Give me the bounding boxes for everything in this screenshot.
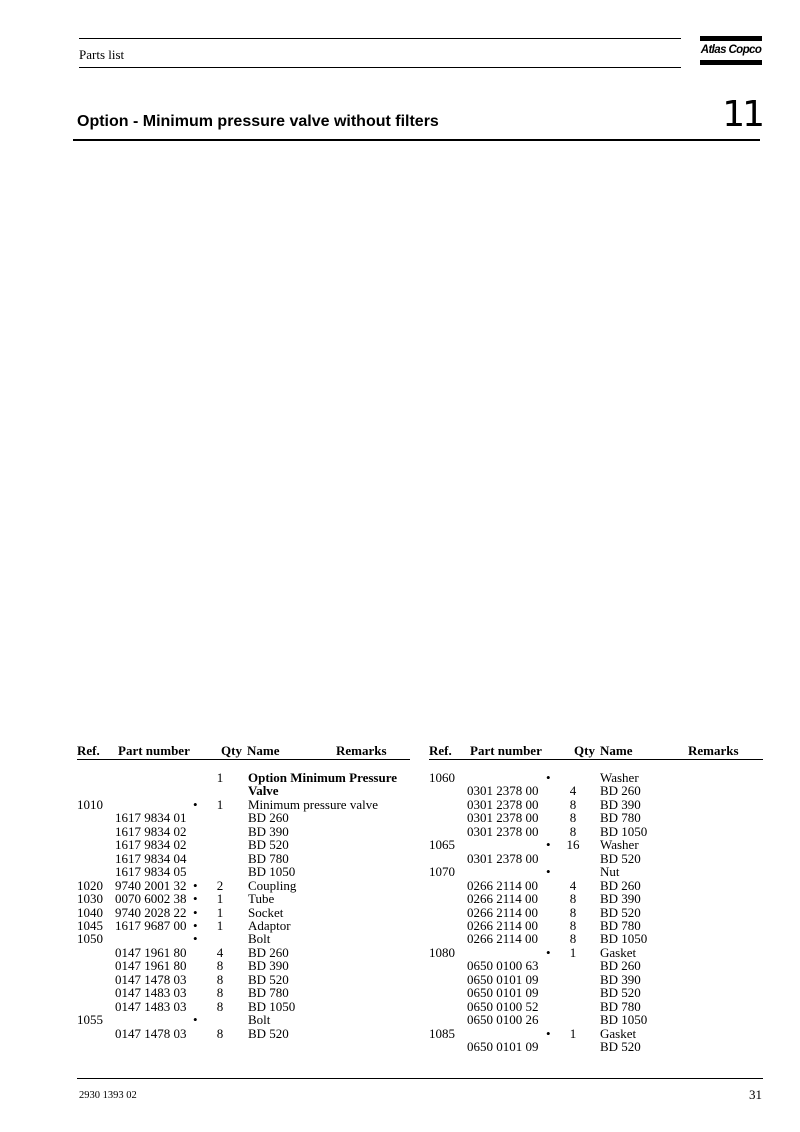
name-cell: BD 260 [600, 877, 641, 893]
table-row [0, 1000, 800, 1014]
ref-cell: 1060 [429, 770, 455, 785]
part-number-cell: 0650 0100 63 [467, 958, 539, 974]
qty-cell: 8 [569, 917, 577, 933]
ref-cell: 1030 [77, 891, 103, 907]
name-cell: Bolt [248, 931, 271, 947]
name-cell: BD 1050 [600, 823, 648, 839]
name-cell: BD 390 [600, 796, 641, 812]
qty-cell: 8 [569, 810, 577, 826]
part-number-cell: 0650 0101 09 [467, 1039, 539, 1054]
ref-cell: 1045 [77, 917, 103, 933]
col-part-left: Part number [118, 743, 190, 758]
part-number-cell: 1617 9834 02 [115, 837, 187, 853]
level-dot: • [193, 891, 198, 907]
name-cell: BD 390 [600, 971, 641, 987]
qty-cell: 4 [569, 877, 577, 893]
name-cell: BD 520 [600, 985, 641, 1001]
ref-cell: 1080 [429, 944, 455, 960]
qty-cell: 8 [216, 971, 224, 987]
logo-wordmark: Atlas Copco [700, 44, 762, 56]
level-dot: • [546, 864, 551, 880]
table-row [0, 959, 800, 973]
level-dot: • [193, 917, 198, 933]
qty-cell: 8 [216, 958, 224, 974]
table-row [0, 986, 800, 1000]
part-number-cell: 0147 1478 03 [115, 971, 187, 987]
qty-cell: 1 [569, 944, 577, 960]
table-row [0, 852, 800, 866]
col-ref-right: Ref. [429, 743, 452, 758]
qty-cell: 8 [569, 796, 577, 812]
col-name-right: Name [600, 743, 633, 758]
part-number-cell: 1617 9834 01 [115, 810, 187, 826]
qty-cell: 16 [566, 837, 580, 853]
ref-cell: 1085 [429, 1025, 455, 1041]
qty-cell: 4 [569, 783, 577, 799]
part-number-cell: 0147 1483 03 [115, 998, 187, 1014]
level-dot: • [546, 770, 551, 785]
chapter-number: 11 [722, 94, 762, 135]
part-number-cell: 1617 9834 02 [115, 823, 187, 839]
document-number: 2930 1393 02 [79, 1090, 137, 1101]
part-number-cell: 0070 6002 38 [115, 891, 187, 907]
name-cell: Minimum pressure valve [248, 796, 378, 812]
header-bottom-rule [79, 67, 681, 68]
name-cell: BD 1050 [248, 998, 296, 1014]
table-row [0, 811, 800, 825]
name-cell: BD 520 [248, 837, 289, 853]
qty-cell: 8 [569, 823, 577, 839]
col-name-left: Name [247, 743, 280, 758]
part-number-cell: 0301 2378 00 [467, 810, 539, 826]
name-cell: BD 260 [600, 783, 641, 799]
part-number-cell: 0147 1961 80 [115, 944, 187, 960]
part-number-cell: 0147 1961 80 [115, 958, 187, 974]
part-number-cell: 0266 2114 00 [467, 917, 539, 933]
level-dot: • [193, 796, 198, 812]
part-number-cell: 0147 1478 03 [115, 1025, 187, 1041]
qty-cell: 1 [569, 1025, 577, 1041]
part-number-cell: 0650 0101 09 [467, 985, 539, 1001]
ref-cell: 1070 [429, 864, 455, 880]
part-number-cell: 0301 2378 00 [467, 850, 539, 866]
name-cell: BD 520 [600, 904, 641, 920]
ref-cell: 1065 [429, 837, 455, 853]
part-number-cell: 0650 0101 09 [467, 971, 539, 987]
ref-cell: 1010 [77, 796, 103, 812]
section-label: Parts list [79, 47, 125, 62]
name-cell: Nut [600, 864, 620, 880]
qty-cell: 2 [216, 877, 224, 893]
qty-cell: 8 [569, 931, 577, 947]
part-number-cell: 1617 9687 00 [115, 917, 187, 933]
qty-cell: 1 [216, 796, 224, 812]
name-cell: Valve [248, 783, 279, 799]
col-qty-right: Qty [574, 743, 595, 758]
name-cell: BD 390 [248, 958, 289, 974]
name-cell: Option Minimum Pressure [248, 770, 398, 785]
level-dot: • [193, 931, 198, 947]
col-remarks-left: Remarks [336, 743, 387, 758]
qty-cell: 8 [216, 998, 224, 1014]
level-dot: • [546, 944, 551, 960]
part-number-cell: 1617 9834 05 [115, 864, 187, 880]
name-cell: Adaptor [248, 917, 291, 933]
qty-cell: 8 [216, 985, 224, 1001]
name-cell: BD 1050 [600, 931, 648, 947]
table-row [0, 1040, 800, 1054]
name-cell: Socket [248, 904, 284, 920]
part-number-cell: 9740 2028 22 [115, 904, 187, 920]
part-number-cell: 0301 2378 00 [467, 823, 539, 839]
table-header-rule-right [429, 759, 763, 760]
table-header-rule-left [77, 759, 410, 760]
name-cell: BD 260 [248, 810, 289, 826]
page-title: Option - Minimum pressure valve without filters [77, 113, 439, 130]
table-row [0, 906, 800, 920]
ref-cell: 1055 [77, 1012, 103, 1028]
qty-cell: 1 [216, 891, 224, 907]
col-ref-left: Ref. [77, 743, 100, 758]
name-cell: BD 780 [600, 917, 641, 933]
ref-cell: 1020 [77, 877, 103, 893]
part-number-cell: 0301 2378 00 [467, 796, 539, 812]
name-cell: BD 390 [600, 891, 641, 907]
name-cell: BD 780 [248, 985, 289, 1001]
name-cell: BD 780 [600, 810, 641, 826]
qty-cell: 1 [216, 770, 224, 785]
table-row [0, 825, 800, 839]
page-number: 31 [749, 1087, 762, 1102]
table-row [0, 973, 800, 987]
name-cell: Tube [248, 891, 275, 907]
name-cell: BD 1050 [600, 1012, 648, 1028]
name-cell: BD 260 [600, 958, 641, 974]
level-dot: • [193, 1012, 198, 1028]
part-number-cell: 0650 0100 26 [467, 1012, 539, 1028]
part-number-cell: 0266 2114 00 [467, 904, 539, 920]
part-number-cell: 0266 2114 00 [467, 877, 539, 893]
table-row [0, 892, 800, 906]
name-cell: BD 780 [600, 998, 641, 1014]
qty-cell: 8 [216, 1025, 224, 1041]
part-number-cell: 0266 2114 00 [467, 891, 539, 907]
name-cell: BD 390 [248, 823, 289, 839]
table-row [0, 865, 800, 879]
table-row [0, 919, 800, 933]
name-cell: Bolt [248, 1012, 271, 1028]
qty-cell: 8 [569, 904, 577, 920]
qty-cell: 1 [216, 904, 224, 920]
col-remarks-right: Remarks [688, 743, 739, 758]
name-cell: Gasket [600, 1025, 637, 1041]
part-number-cell: 1617 9834 04 [115, 850, 187, 866]
col-qty-left: Qty [221, 743, 242, 758]
brand-logo [700, 36, 762, 66]
header-top-rule [79, 38, 681, 39]
name-cell: BD 520 [248, 971, 289, 987]
part-number-cell: 9740 2001 32 [115, 877, 187, 893]
table-row [0, 798, 800, 812]
footer-rule [77, 1078, 763, 1079]
part-number-cell: 0301 2378 00 [467, 783, 539, 799]
name-cell: BD 520 [600, 1039, 641, 1054]
name-cell: BD 520 [600, 850, 641, 866]
name-cell: Washer [600, 837, 639, 853]
level-dot: • [546, 837, 551, 853]
part-number-cell: 0650 0100 52 [467, 998, 539, 1014]
name-cell: BD 520 [248, 1025, 289, 1041]
name-cell: BD 260 [248, 944, 289, 960]
level-dot: • [193, 877, 198, 893]
table-row [0, 1027, 800, 1041]
ref-cell: 1040 [77, 904, 103, 920]
table-row [0, 946, 800, 960]
name-cell: Coupling [248, 877, 297, 893]
name-cell: BD 780 [248, 850, 289, 866]
ref-cell: 1050 [77, 931, 103, 947]
table-row [0, 771, 800, 785]
logo-bottom-bar [700, 60, 762, 65]
qty-cell: 8 [569, 891, 577, 907]
name-cell: Washer [600, 770, 639, 785]
table-row [0, 932, 800, 946]
table-row [0, 879, 800, 893]
part-number-cell: 0147 1483 03 [115, 985, 187, 1001]
part-number-cell: 0266 2114 00 [467, 931, 539, 947]
level-dot: • [546, 1025, 551, 1041]
col-part-right: Part number [470, 743, 542, 758]
table-row [0, 838, 800, 852]
table-row [0, 784, 800, 798]
title-rule [73, 139, 760, 141]
name-cell: Gasket [600, 944, 637, 960]
level-dot: • [193, 904, 198, 920]
table-row [0, 1013, 800, 1027]
qty-cell: 1 [216, 917, 224, 933]
qty-cell: 4 [216, 944, 224, 960]
name-cell: BD 1050 [248, 864, 296, 880]
